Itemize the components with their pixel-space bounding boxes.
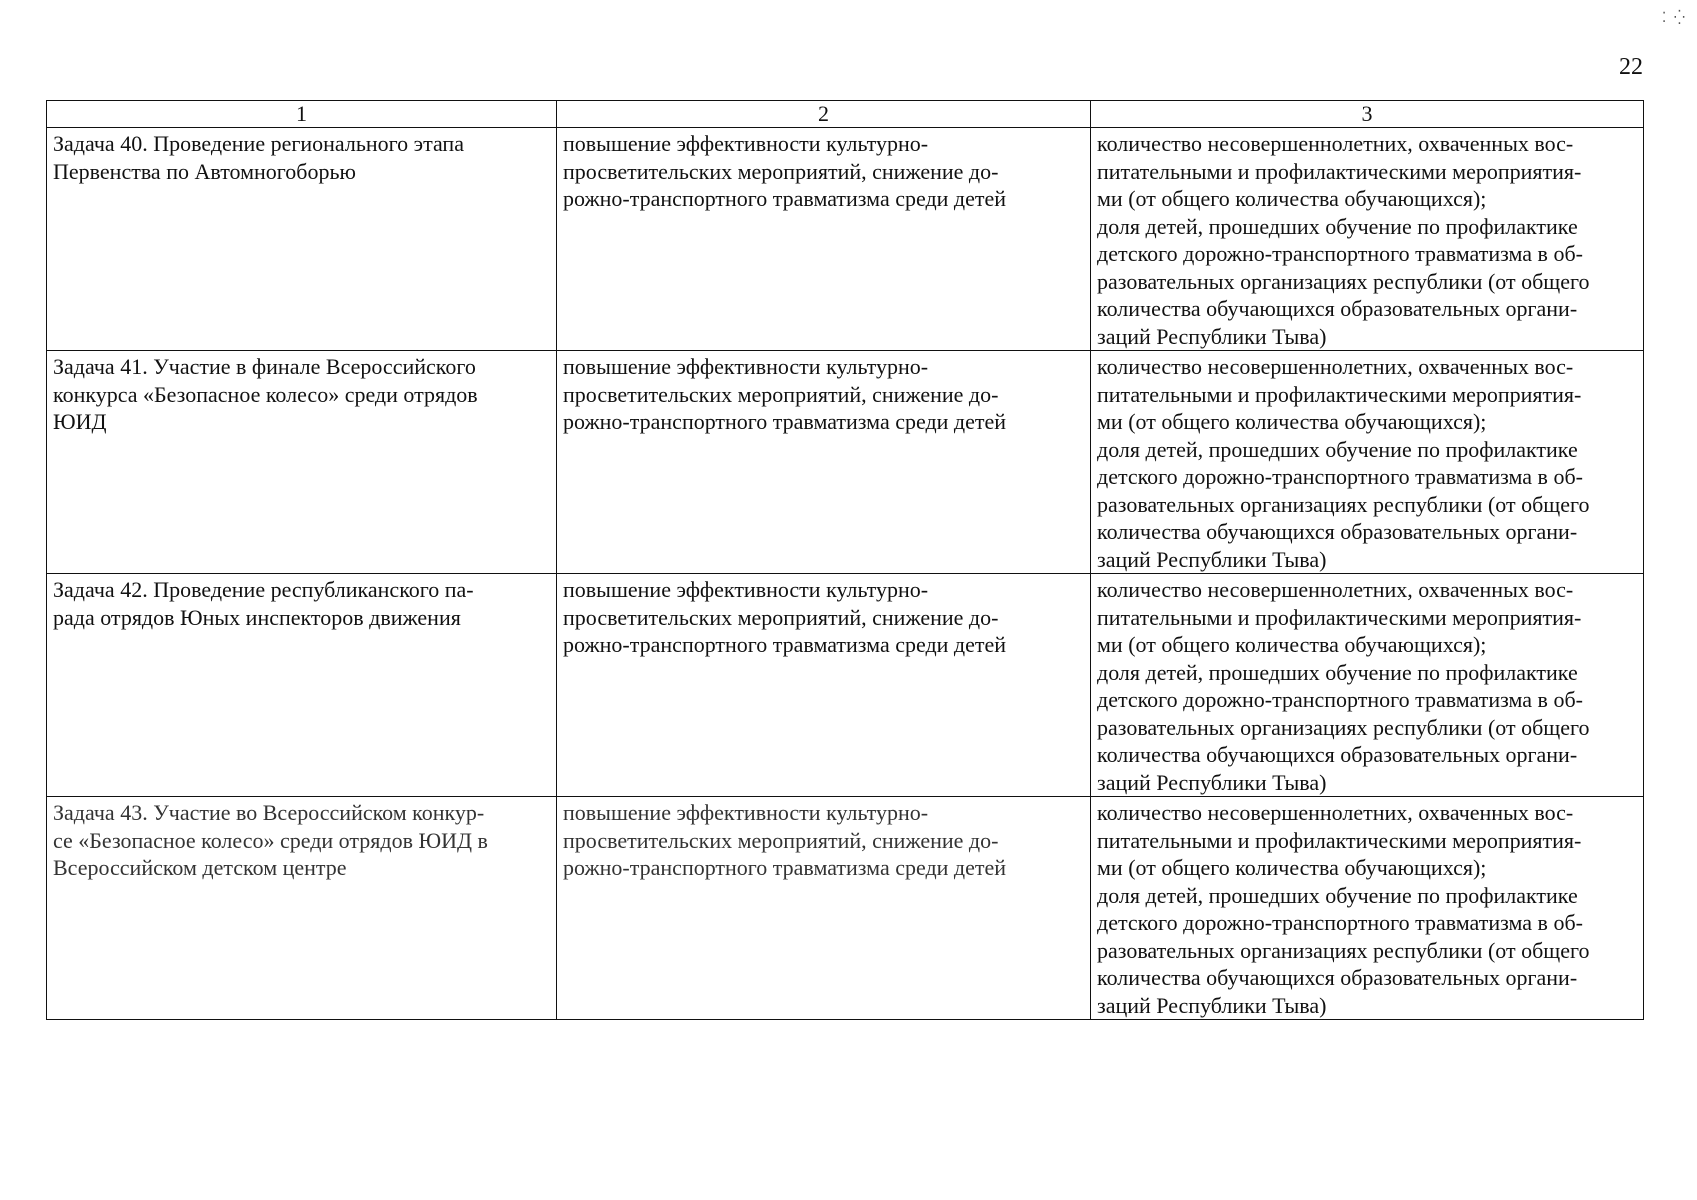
task-cell: [47, 128, 557, 351]
column-header-1: 1: [47, 101, 557, 128]
result-text: повышение эффективности культурно- просветительских мероприятий, снижение до- рожно-транспортного травматизма среди детей: [563, 800, 1007, 880]
task-cell: [47, 574, 557, 797]
table-body: [47, 128, 1644, 1020]
task-text: Задача 41. Участие в финале Всероссийского конкурса «Безопасное колесо» среди отрядов ЮИД: [53, 354, 478, 434]
column-header-3: 3: [1091, 101, 1644, 128]
scan-corner-marks: ⁚ ⁛: [1661, 11, 1687, 26]
result-text: повышение эффективности культурно- просветительских мероприятий, снижение до- рожно-транспортного травматизма среди детей: [563, 131, 1007, 211]
table-row: [47, 351, 1644, 574]
task-text: Задача 40. Проведение регионального этапа Первенства по Автомногоборью: [53, 131, 464, 184]
result-cell: [557, 128, 1091, 351]
table-row: [47, 574, 1644, 797]
result-text: повышение эффективности культурно- просветительских мероприятий, снижение до- рожно-транспортного травматизма среди детей: [563, 354, 1007, 434]
column-header-2: 2: [557, 101, 1091, 128]
task-text: Задача 43. Участие во Всероссийском конкур- се «Безопасное колесо» среди отрядов ЮИД в Всероссийском детском центре: [53, 800, 488, 880]
indicators-cell: [1091, 128, 1644, 351]
result-text: повышение эффективности культурно- просветительских мероприятий, снижение до- рожно-транспортного травматизма среди детей: [563, 577, 1007, 657]
table-row: [47, 797, 1644, 1020]
result-cell: [557, 797, 1091, 1020]
result-cell: [557, 574, 1091, 797]
page-number: 22: [1619, 54, 1643, 80]
table-row: [47, 128, 1644, 351]
result-cell: [557, 351, 1091, 574]
task-cell: [47, 797, 557, 1020]
task-text: Задача 42. Проведение республиканского па- рада отрядов Юных инспекторов движения: [53, 577, 474, 630]
indicators-cell: [1091, 574, 1644, 797]
table-header: [47, 101, 1644, 128]
header-row: [47, 101, 1644, 128]
task-table: [46, 100, 1644, 1020]
indicators-text: количество несовершеннолетних, охваченных вос- питательными и профилактическими мероприятия- ми (от общего количества обучающихся); доля детей, прошедших обучение по профилактике детского дорожно-транспортного травматизма в об- разовательных организациях республики (от общего количества обучающихся образовательных органи- заций Республики Тыва): [1097, 131, 1590, 349]
task-cell: [47, 351, 557, 574]
indicators-text: количество несовершеннолетних, охваченных вос- питательными и профилактическими мероприятия- ми (от общего количества обучающихся); доля детей, прошедших обучение по профилактике детского дорожно-транспортного травматизма в об- разовательных организациях республики (от общего количества обучающихся образовательных органи- заций Республики Тыва): [1097, 800, 1590, 1018]
indicators-cell: [1091, 797, 1644, 1020]
indicators-text: количество несовершеннолетних, охваченных вос- питательными и профилактическими мероприятия- ми (от общего количества обучающихся); доля детей, прошедших обучение по профилактике детского дорожно-транспортного травматизма в об- разовательных организациях республики (от общего количества обучающихся образовательных органи- заций Республики Тыва): [1097, 354, 1590, 572]
indicators-cell: [1091, 351, 1644, 574]
indicators-text: количество несовершеннолетних, охваченных вос- питательными и профилактическими мероприятия- ми (от общего количества обучающихся); доля детей, прошедших обучение по профилактике детского дорожно-транспортного травматизма в об- разовательных организациях республики (от общего количества обучающихся образовательных органи- заций Республики Тыва): [1097, 577, 1590, 795]
